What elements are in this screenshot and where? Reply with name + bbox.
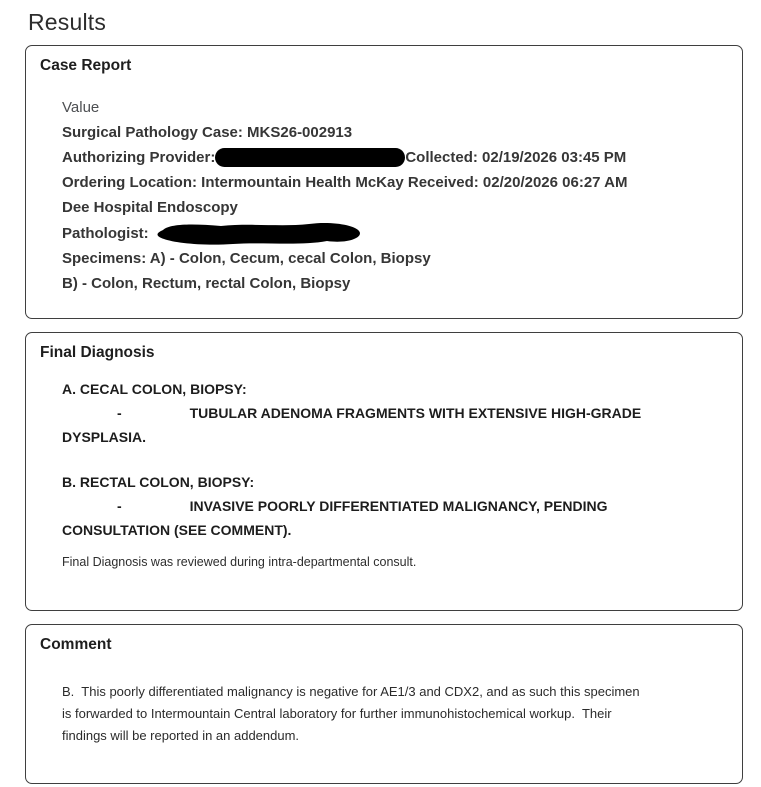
diagnosis-b-finding-continued: CONSULTATION (SEE COMMENT). bbox=[62, 522, 292, 538]
final-diagnosis-card bbox=[25, 332, 743, 611]
case-report-title: Case Report bbox=[40, 57, 132, 74]
specimens-line-b: B) - Colon, Rectum, rectal Colon, Biopsy bbox=[62, 275, 351, 292]
comment-card bbox=[25, 624, 743, 784]
final-diagnosis-title: Final Diagnosis bbox=[40, 344, 155, 361]
comment-body bbox=[62, 681, 717, 747]
redaction-bar bbox=[215, 148, 405, 167]
diagnosis-b-finding-line bbox=[62, 494, 727, 518]
comment-title: Comment bbox=[40, 636, 112, 653]
comment-text-line: B. This poorly differentiated malignancy is negative for AE1/3 and CDX2, and as such this specimen bbox=[62, 684, 640, 699]
redaction-mark bbox=[151, 220, 371, 246]
collected-datetime: Collected: 02/19/2026 03:45 PM bbox=[405, 149, 627, 166]
value-column-header: Value bbox=[62, 99, 100, 116]
comment-text-line: findings will be reported in an addendum. bbox=[62, 728, 300, 743]
diagnosis-a-finding-line bbox=[62, 401, 727, 425]
specimens-line-a: Specimens: A) - Colon, Cecum, cecal Colon, Biopsy bbox=[62, 250, 431, 267]
surgical-pathology-case-line: Surgical Pathology Case: MKS26-002913 bbox=[62, 124, 353, 141]
page-title: Results bbox=[28, 9, 107, 35]
authorizing-provider-label: Authorizing Provider: bbox=[62, 149, 216, 166]
case-report-card bbox=[25, 45, 743, 319]
final-diagnosis-body bbox=[62, 377, 727, 570]
ordering-location-line-2: Dee Hospital Endoscopy bbox=[62, 199, 238, 216]
ordering-location-line: Ordering Location: Intermountain Health McKay Received: 02/20/2026 06:27 AM bbox=[62, 174, 628, 191]
case-report-body bbox=[62, 95, 727, 296]
authorizing-provider-line bbox=[62, 145, 727, 170]
comment-text-line: is forwarded to Intermountain Central laboratory for further immunohistochemical workup. Their bbox=[62, 706, 612, 721]
pathologist-label: Pathologist: bbox=[62, 224, 149, 242]
diagnosis-a-heading: A. CECAL COLON, BIOPSY: bbox=[62, 381, 247, 397]
diagnosis-a-finding-text: TUBULAR ADENOMA FRAGMENTS WITH EXTENSIVE HIGH-GRADE bbox=[189, 405, 642, 421]
bullet-dash: - bbox=[117, 498, 122, 514]
bullet-dash: - bbox=[117, 405, 122, 421]
review-note: Final Diagnosis was reviewed during intra-departmental consult. bbox=[62, 555, 417, 569]
spacer bbox=[62, 449, 727, 470]
pathologist-line bbox=[62, 220, 727, 246]
diagnosis-a-finding-continued: DYSPLASIA. bbox=[62, 429, 147, 445]
diagnosis-b-finding-text: INVASIVE POORLY DIFFERENTIATED MALIGNANCY, PENDING bbox=[189, 498, 608, 514]
diagnosis-b-heading: B. RECTAL COLON, BIOPSY: bbox=[62, 474, 255, 490]
